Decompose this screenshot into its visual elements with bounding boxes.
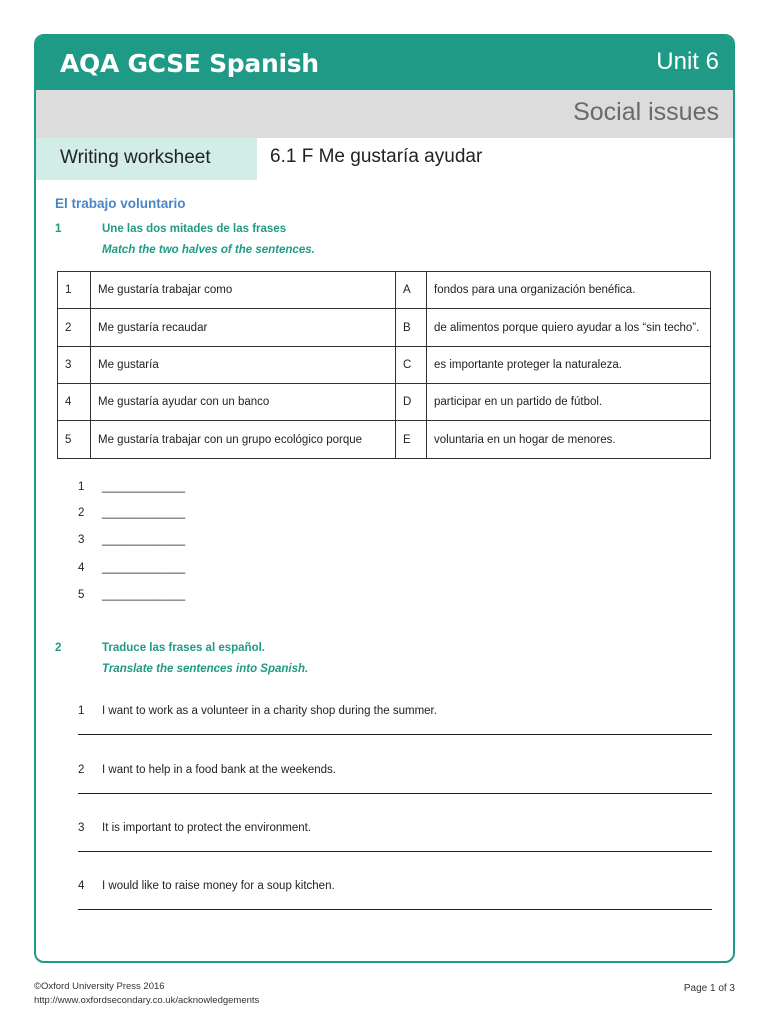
item-text: I want to help in a food bank at the weekends.	[102, 764, 336, 776]
item-text: I would like to raise money for a soup kitchen.	[102, 880, 335, 892]
sentence-start: Me gustaría ayudar con un banco	[91, 384, 396, 421]
row-letter: D	[396, 384, 427, 421]
sentence-start: Me gustaría	[91, 347, 396, 384]
answer-blank[interactable]: _____________	[102, 589, 186, 601]
worksheet-label: Writing worksheet	[60, 147, 211, 168]
table-row	[58, 347, 711, 384]
item-text: It is important to protect the environment.	[102, 822, 312, 834]
footer-url[interactable]: http://www.oxfordsecondary.co.uk/acknowledgements	[34, 995, 260, 1006]
answer-line[interactable]	[78, 909, 712, 910]
q2-instruction-en: Translate the sentences into Spanish.	[102, 663, 309, 675]
row-letter: E	[396, 421, 427, 459]
brand-title: AQA GCSE Spanish	[60, 49, 319, 78]
item-number: 4	[78, 880, 85, 892]
table-row	[58, 272, 711, 309]
table-row	[58, 421, 711, 459]
row-number: 3	[58, 347, 91, 384]
footer-copyright: ©Oxford University Press 2016	[34, 981, 165, 992]
item-number: 1	[78, 705, 85, 717]
row-letter: C	[396, 347, 427, 384]
answer-line[interactable]	[78, 851, 712, 852]
item-number: 2	[78, 764, 85, 776]
table-row	[58, 309, 711, 347]
answer-line[interactable]	[78, 734, 712, 735]
answer-number: 3	[78, 534, 85, 546]
row-letter: B	[396, 309, 427, 347]
item-text: I want to work as a volunteer in a charity shop during the summer.	[102, 705, 437, 717]
topic-bar	[36, 90, 733, 138]
q2-instruction-es: Traduce las frases al español.	[102, 642, 265, 654]
header-banner	[36, 36, 733, 90]
answer-line[interactable]	[78, 793, 712, 794]
answer-number: 1	[78, 481, 85, 493]
answer-number: 4	[78, 562, 85, 574]
answer-number: 2	[78, 507, 85, 519]
sentence-end: fondos para una organización benéfica.	[427, 272, 711, 309]
sentence-end: es importante proteger la naturaleza.	[427, 347, 711, 384]
row-number: 1	[58, 272, 91, 309]
page-indicator: Page 1 of 3	[683, 983, 735, 994]
answer-blank[interactable]: _____________	[102, 481, 186, 493]
sentence-start: Me gustaría trabajar con un grupo ecológico porque	[91, 421, 396, 459]
sentence-start: Me gustaría recaudar	[91, 309, 396, 347]
row-number: 5	[58, 421, 91, 459]
q1-instruction-en: Match the two halves of the sentences.	[102, 244, 315, 256]
q2-number: 2	[55, 642, 62, 654]
sentence-end: participar en un partido de fútbol.	[427, 384, 711, 421]
answer-blank[interactable]: _____________	[102, 534, 186, 546]
row-number: 4	[58, 384, 91, 421]
answer-number: 5	[78, 589, 85, 601]
section-title: El trabajo voluntario	[55, 196, 186, 211]
worksheet-tab	[36, 138, 257, 180]
worksheet-title: 6.1 F Me gustaría ayudar	[270, 146, 483, 167]
table-row	[58, 384, 711, 421]
row-number: 2	[58, 309, 91, 347]
sentence-end: de alimentos porque quiero ayudar a los “sin techo”.	[427, 309, 711, 347]
item-number: 3	[78, 822, 85, 834]
answer-blank[interactable]: _____________	[102, 507, 186, 519]
row-letter: A	[396, 272, 427, 309]
q1-instruction-es: Une las dos mitades de las frases	[102, 223, 287, 235]
topic-label: Social issues	[573, 98, 719, 126]
sentence-start: Me gustaría trabajar como	[91, 272, 396, 309]
sentence-end: voluntaria en un hogar de menores.	[427, 421, 711, 459]
unit-label: Unit 6	[656, 48, 719, 75]
answer-blank[interactable]: _____________	[102, 562, 186, 574]
matching-table	[57, 271, 711, 459]
q1-number: 1	[55, 223, 62, 235]
